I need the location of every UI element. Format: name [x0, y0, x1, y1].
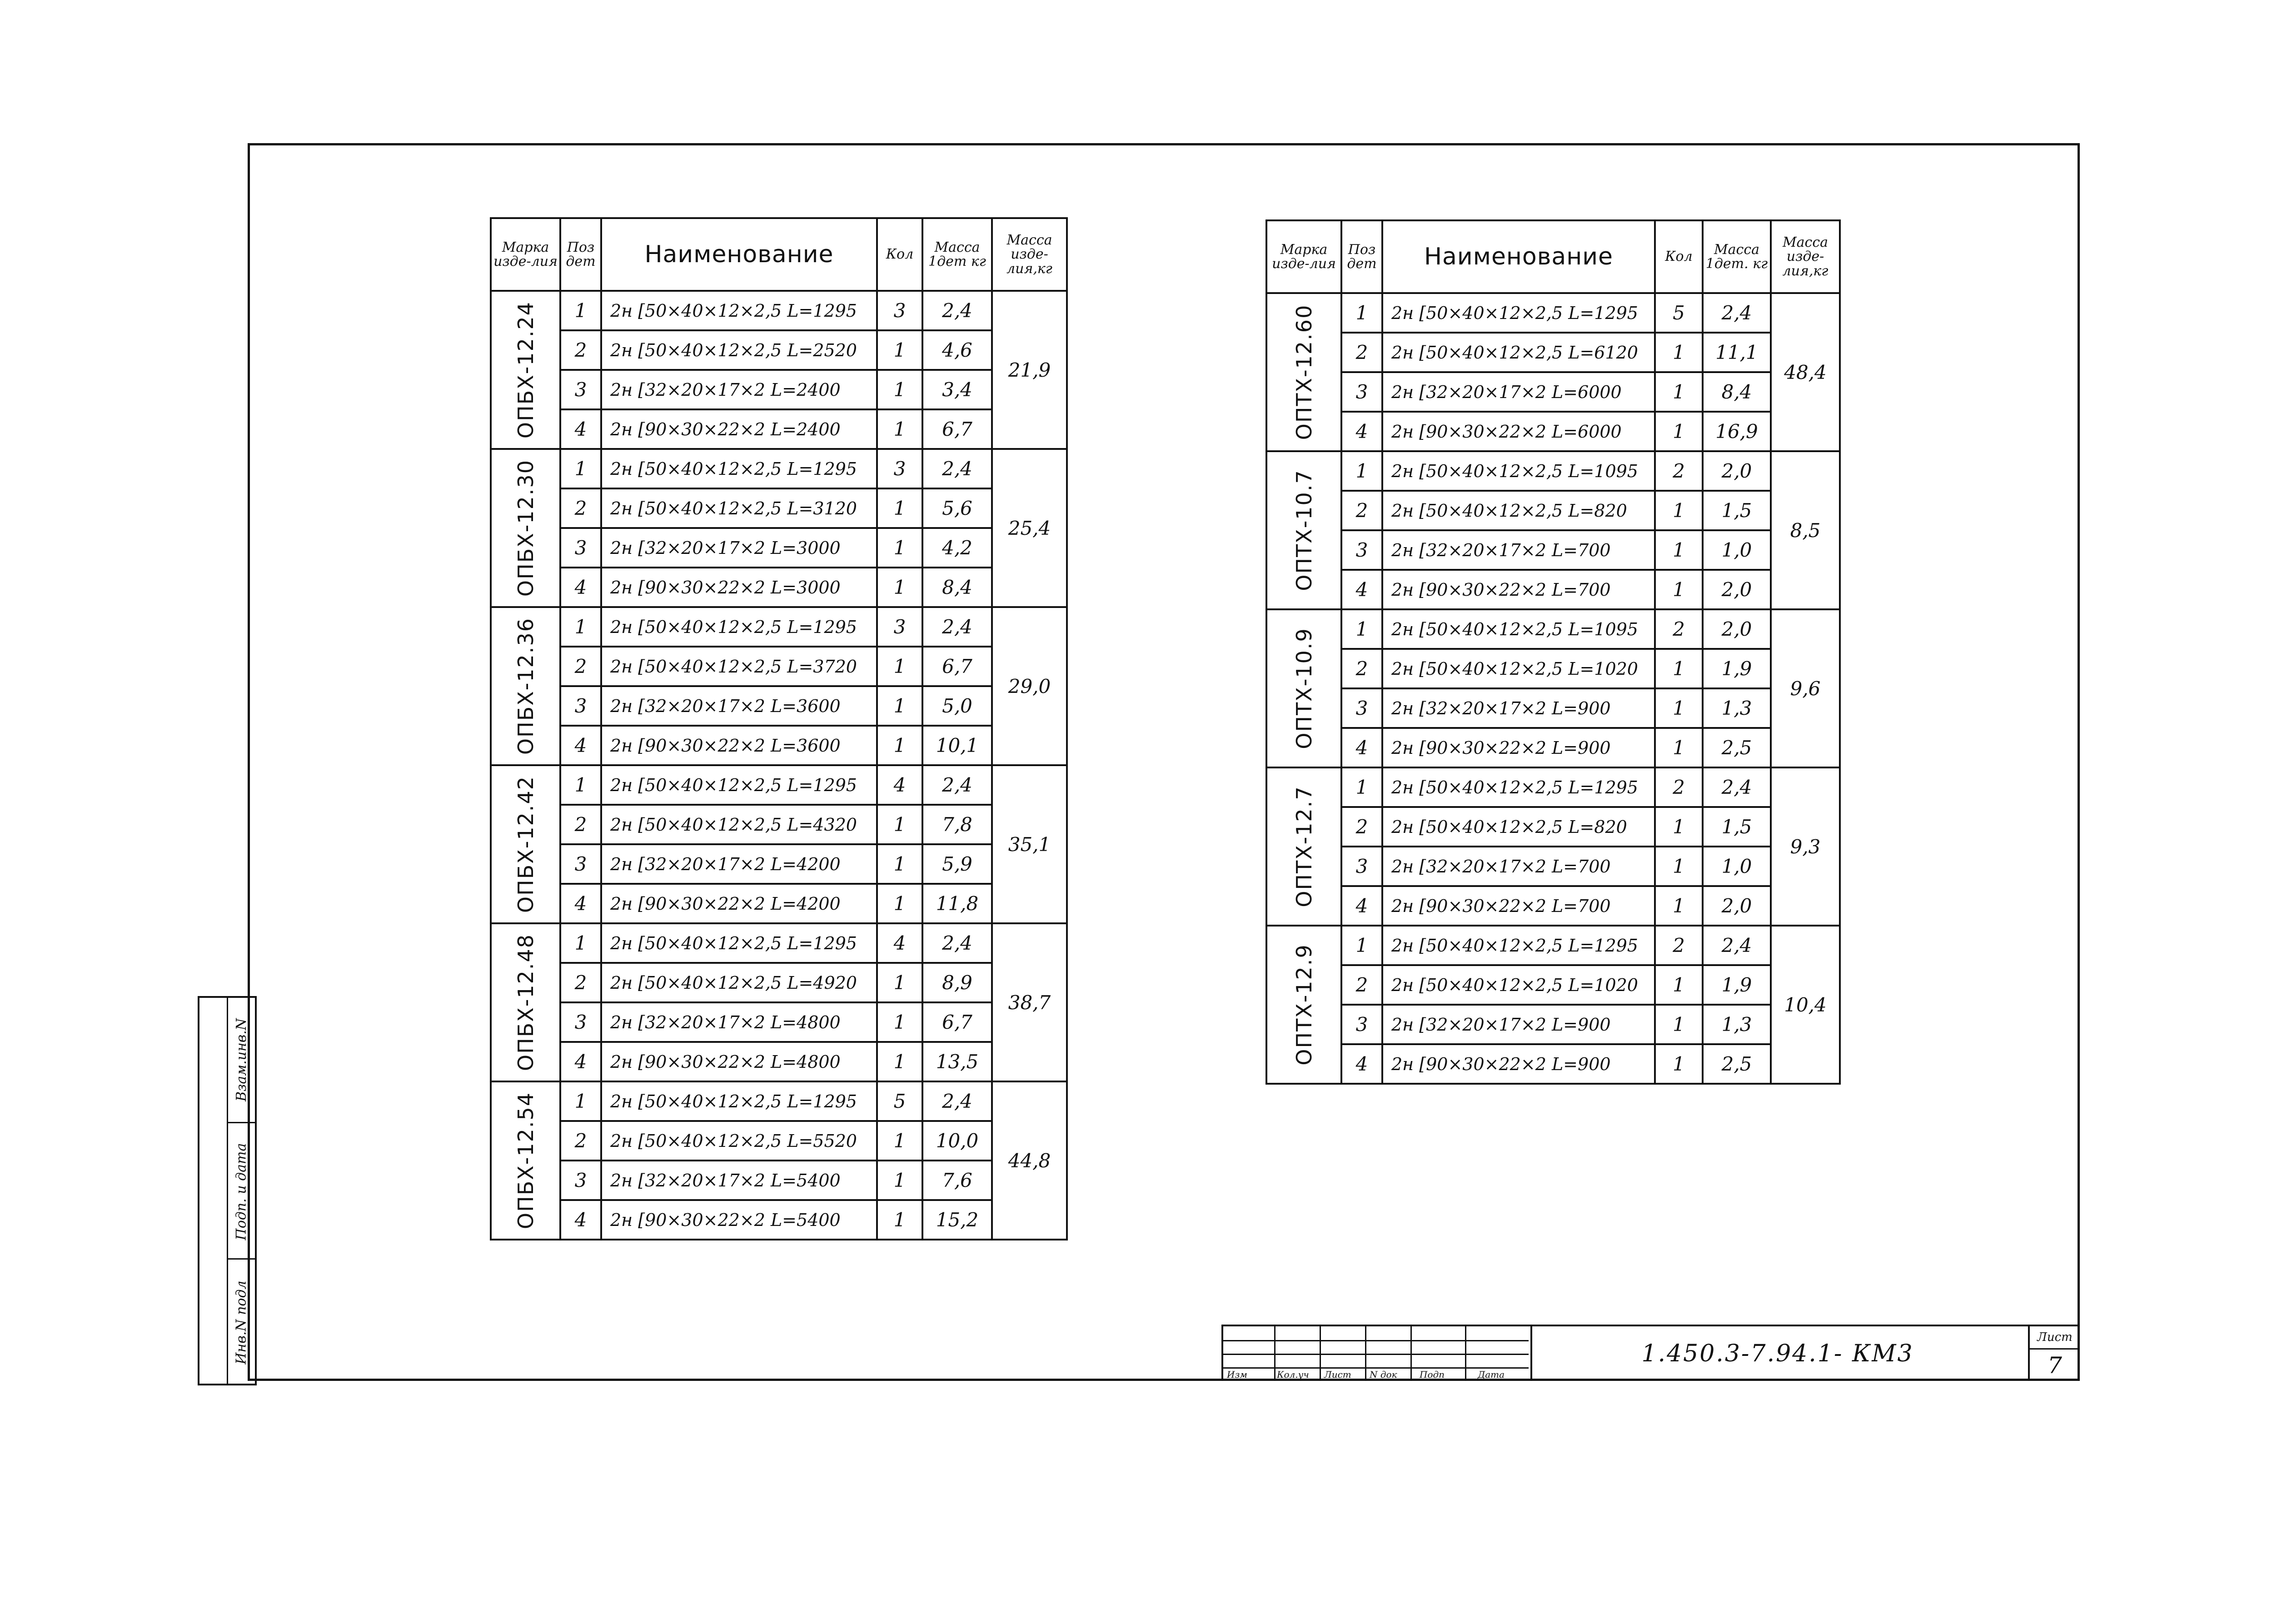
product-mark — [491, 923, 560, 1081]
label-podp: Подп — [1420, 1369, 1445, 1380]
position-cell: 2 — [1341, 333, 1382, 372]
table-row — [491, 1200, 1067, 1240]
table-row — [1266, 530, 1840, 570]
table-row — [1266, 965, 1840, 1005]
position-cell: 3 — [560, 1161, 601, 1200]
qty-cell: 1 — [1655, 1005, 1703, 1044]
header-name: Наименование — [1382, 220, 1655, 293]
detail-mass-cell: 6,7 — [922, 647, 992, 686]
header-name: Наименование — [601, 218, 877, 291]
name-cell: 2н [90×30×22×2 L=6000 — [1382, 412, 1655, 451]
detail-mass-cell: 8,9 — [922, 963, 992, 1002]
position-cell: 2 — [1341, 807, 1382, 847]
name-cell: 2н [50×40×12×2,5 L=4920 — [601, 963, 877, 1002]
name-cell: 2н [50×40×12×2,5 L=6120 — [1382, 333, 1655, 372]
position-cell: 1 — [1341, 767, 1382, 807]
detail-mass-cell: 1,3 — [1703, 1005, 1771, 1044]
qty-cell: 1 — [877, 963, 922, 1002]
name-cell: 2н [50×40×12×2,5 L=1020 — [1382, 649, 1655, 688]
position-cell: 2 — [560, 488, 601, 528]
name-cell: 2н [90×30×22×2 L=700 — [1382, 570, 1655, 609]
header-pos: Поз дет — [560, 218, 601, 291]
product-mass-cell: 10,4 — [1771, 926, 1840, 1084]
qty-cell: 2 — [1655, 767, 1703, 807]
qty-cell: 1 — [877, 805, 922, 844]
header-qty: Кол — [1655, 220, 1703, 293]
title-block — [1221, 1325, 2080, 1381]
position-cell: 3 — [560, 370, 601, 409]
position-cell: 1 — [1341, 609, 1382, 649]
qty-cell: 2 — [1655, 609, 1703, 649]
table-row — [491, 330, 1067, 370]
qty-cell: 1 — [877, 686, 922, 726]
label-izm: Изм — [1227, 1369, 1247, 1380]
position-cell: 3 — [560, 844, 601, 884]
qty-cell: 1 — [877, 1200, 922, 1240]
position-cell: 2 — [560, 647, 601, 686]
header-mark: Марка изде-лия — [1266, 220, 1341, 293]
drawing-code: 1.450.3-7.94.1- КМ3 — [1530, 1326, 2023, 1381]
table-row — [1266, 412, 1840, 451]
qty-cell: 1 — [877, 884, 922, 923]
sheet-number: 7 — [2048, 1352, 2062, 1379]
name-cell: 2н [50×40×12×2,5 L=1295 — [601, 923, 877, 963]
name-cell: 2н [50×40×12×2,5 L=1295 — [601, 765, 877, 805]
name-cell: 2н [90×30×22×2 L=4800 — [601, 1042, 877, 1081]
detail-mass-cell: 11,1 — [1703, 333, 1771, 372]
detail-mass-cell: 4,2 — [922, 528, 992, 568]
position-cell: 4 — [1341, 1044, 1382, 1084]
qty-cell: 1 — [1655, 333, 1703, 372]
name-cell: 2н [50×40×12×2,5 L=1295 — [601, 607, 877, 647]
product-mark — [1266, 293, 1341, 451]
position-cell: 2 — [1341, 965, 1382, 1005]
header-pos: Поз дет — [1341, 220, 1382, 293]
product-mark-label: ОПТХ-10.7 — [1291, 469, 1316, 591]
name-cell: 2н [32×20×17×2 L=2400 — [601, 370, 877, 409]
name-cell: 2н [32×20×17×2 L=4800 — [601, 1002, 877, 1042]
table-row — [1266, 1005, 1840, 1044]
product-mark — [491, 607, 560, 765]
table-row — [1266, 570, 1840, 609]
stamp-inv-orig: Инв.N подл — [233, 1280, 249, 1365]
position-cell: 2 — [560, 330, 601, 370]
detail-mass-cell: 8,4 — [922, 568, 992, 607]
detail-mass-cell: 2,4 — [1703, 293, 1771, 333]
table-row — [491, 1002, 1067, 1042]
table-row — [1266, 491, 1840, 530]
detail-mass-cell: 1,9 — [1703, 649, 1771, 688]
qty-cell: 1 — [1655, 728, 1703, 767]
name-cell: 2н [50×40×12×2,5 L=1020 — [1382, 965, 1655, 1005]
table-row — [1266, 609, 1840, 649]
position-cell: 3 — [1341, 530, 1382, 570]
label-kol-uch: Кол.уч — [1277, 1369, 1309, 1380]
table-row — [1266, 767, 1840, 807]
position-cell: 2 — [560, 805, 601, 844]
product-mark — [1266, 767, 1341, 926]
stamp-inv-repl: Взам.инв.N — [233, 1018, 249, 1102]
product-mass-cell: 25,4 — [992, 449, 1067, 607]
position-cell: 4 — [1341, 412, 1382, 451]
detail-mass-cell: 2,5 — [1703, 728, 1771, 767]
detail-mass-cell: 16,9 — [1703, 412, 1771, 451]
qty-cell: 1 — [877, 647, 922, 686]
name-cell: 2н [50×40×12×2,5 L=1295 — [601, 291, 877, 330]
qty-cell: 1 — [1655, 688, 1703, 728]
product-mass-cell: 29,0 — [992, 607, 1067, 765]
table-row — [491, 844, 1067, 884]
table-row — [491, 1081, 1067, 1121]
product-mark-label: ОПБХ-12.24 — [513, 301, 538, 439]
qty-cell: 1 — [1655, 372, 1703, 412]
table-row — [1266, 688, 1840, 728]
qty-cell: 1 — [877, 370, 922, 409]
position-cell: 4 — [560, 884, 601, 923]
detail-mass-cell: 4,6 — [922, 330, 992, 370]
qty-cell: 1 — [877, 1161, 922, 1200]
qty-cell: 1 — [877, 488, 922, 528]
qty-cell: 1 — [1655, 570, 1703, 609]
table-row — [491, 686, 1067, 726]
side-stamp — [198, 996, 257, 1385]
name-cell: 2н [50×40×12×2,5 L=1095 — [1382, 609, 1655, 649]
name-cell: 2н [32×20×17×2 L=6000 — [1382, 372, 1655, 412]
detail-mass-cell: 2,4 — [1703, 926, 1771, 965]
table-row — [491, 291, 1067, 330]
table-row — [491, 409, 1067, 449]
spec-table-left — [490, 217, 1068, 1240]
position-cell: 1 — [560, 291, 601, 330]
position-cell: 4 — [560, 409, 601, 449]
name-cell: 2н [90×30×22×2 L=3600 — [601, 726, 877, 765]
name-cell: 2н [32×20×17×2 L=4200 — [601, 844, 877, 884]
detail-mass-cell: 1,0 — [1703, 847, 1771, 886]
detail-mass-cell: 2,4 — [922, 765, 992, 805]
qty-cell: 3 — [877, 291, 922, 330]
table-row — [1266, 926, 1840, 965]
name-cell: 2н [90×30×22×2 L=900 — [1382, 1044, 1655, 1084]
stamp-sign-date: Подп. и дата — [233, 1143, 249, 1240]
detail-mass-cell: 3,4 — [922, 370, 992, 409]
detail-mass-cell: 2,4 — [1703, 767, 1771, 807]
name-cell: 2н [50×40×12×2,5 L=1295 — [601, 1081, 877, 1121]
detail-mass-cell: 2,0 — [1703, 886, 1771, 926]
qty-cell: 1 — [877, 528, 922, 568]
qty-cell: 1 — [1655, 530, 1703, 570]
qty-cell: 3 — [877, 449, 922, 488]
name-cell: 2н [32×20×17×2 L=3000 — [601, 528, 877, 568]
name-cell: 2н [50×40×12×2,5 L=3120 — [601, 488, 877, 528]
position-cell: 2 — [1341, 649, 1382, 688]
product-mark — [491, 1081, 560, 1240]
position-cell: 3 — [560, 528, 601, 568]
qty-cell: 2 — [1655, 926, 1703, 965]
position-cell: 2 — [560, 963, 601, 1002]
name-cell: 2н [50×40×12×2,5 L=1295 — [1382, 926, 1655, 965]
name-cell: 2н [90×30×22×2 L=5400 — [601, 1200, 877, 1240]
label-ndok: N док — [1370, 1369, 1397, 1380]
product-mark — [491, 291, 560, 449]
position-cell: 2 — [560, 1121, 601, 1161]
table-row — [491, 963, 1067, 1002]
table-row — [491, 923, 1067, 963]
position-cell: 4 — [560, 726, 601, 765]
qty-cell: 1 — [877, 844, 922, 884]
detail-mass-cell: 2,4 — [922, 291, 992, 330]
qty-cell: 1 — [1655, 965, 1703, 1005]
position-cell: 4 — [1341, 886, 1382, 926]
product-mark — [491, 449, 560, 607]
name-cell: 2н [50×40×12×2,5 L=820 — [1382, 491, 1655, 530]
label-list: Лист — [1324, 1369, 1351, 1380]
qty-cell: 1 — [1655, 807, 1703, 847]
product-mark-label: ОПТХ-12.60 — [1291, 304, 1316, 440]
product-mass-cell: 48,4 — [1771, 293, 1840, 451]
table-row — [1266, 847, 1840, 886]
name-cell: 2н [90×30×22×2 L=700 — [1382, 886, 1655, 926]
name-cell: 2н [90×30×22×2 L=900 — [1382, 728, 1655, 767]
table-row — [1266, 886, 1840, 926]
detail-mass-cell: 1,0 — [1703, 530, 1771, 570]
detail-mass-cell: 11,8 — [922, 884, 992, 923]
qty-cell: 1 — [1655, 1044, 1703, 1084]
header-mass-detail: Масса 1дет кг — [922, 218, 992, 291]
product-mark — [1266, 926, 1341, 1084]
sheet-box — [2028, 1326, 2080, 1381]
position-cell: 4 — [560, 1042, 601, 1081]
product-mass-cell: 44,8 — [992, 1081, 1067, 1240]
name-cell: 2н [32×20×17×2 L=700 — [1382, 530, 1655, 570]
position-cell: 1 — [560, 765, 601, 805]
name-cell: 2н [90×30×22×2 L=4200 — [601, 884, 877, 923]
product-mark-label: ОПТХ-10.9 — [1291, 628, 1316, 749]
product-mark-label: ОПТХ-12.7 — [1291, 786, 1316, 907]
name-cell: 2н [32×20×17×2 L=700 — [1382, 847, 1655, 886]
table-row — [491, 726, 1067, 765]
position-cell: 2 — [1341, 491, 1382, 530]
qty-cell: 1 — [877, 1042, 922, 1081]
qty-cell: 1 — [1655, 412, 1703, 451]
header-mark: Марка изде-лия — [491, 218, 560, 291]
detail-mass-cell: 2,4 — [922, 607, 992, 647]
table-row — [491, 528, 1067, 568]
qty-cell: 1 — [1655, 886, 1703, 926]
table-row — [1266, 649, 1840, 688]
detail-mass-cell: 2,4 — [922, 923, 992, 963]
detail-mass-cell: 1,5 — [1703, 807, 1771, 847]
detail-mass-cell: 1,5 — [1703, 491, 1771, 530]
table-row — [491, 647, 1067, 686]
name-cell: 2н [50×40×12×2,5 L=1295 — [601, 449, 877, 488]
qty-cell: 4 — [877, 765, 922, 805]
detail-mass-cell: 10,0 — [922, 1121, 992, 1161]
name-cell: 2н [32×20×17×2 L=900 — [1382, 1005, 1655, 1044]
header-mass-item: Масса изде-лия,кг — [1771, 220, 1840, 293]
position-cell: 1 — [1341, 926, 1382, 965]
name-cell: 2н [50×40×12×2,5 L=5520 — [601, 1121, 877, 1161]
position-cell: 4 — [560, 568, 601, 607]
position-cell: 1 — [560, 1081, 601, 1121]
name-cell: 2н [32×20×17×2 L=3600 — [601, 686, 877, 726]
name-cell: 2н [50×40×12×2,5 L=2520 — [601, 330, 877, 370]
detail-mass-cell: 13,5 — [922, 1042, 992, 1081]
product-mark-label: ОПБХ-12.54 — [513, 1091, 538, 1230]
position-cell: 1 — [1341, 451, 1382, 491]
detail-mass-cell: 6,7 — [922, 1002, 992, 1042]
qty-cell: 2 — [1655, 451, 1703, 491]
name-cell: 2н [50×40×12×2,5 L=1095 — [1382, 451, 1655, 491]
position-cell: 4 — [560, 1200, 601, 1240]
header-mass-detail: Масса 1дет. кг — [1703, 220, 1771, 293]
product-mark — [1266, 609, 1341, 767]
name-cell: 2н [90×30×22×2 L=3000 — [601, 568, 877, 607]
qty-cell: 3 — [877, 607, 922, 647]
product-mark — [1266, 451, 1341, 609]
table-row — [491, 884, 1067, 923]
table-row — [491, 1121, 1067, 1161]
product-mass-cell: 35,1 — [992, 765, 1067, 923]
name-cell: 2н [50×40×12×2,5 L=820 — [1382, 807, 1655, 847]
position-cell: 1 — [1341, 293, 1382, 333]
product-mass-cell: 9,3 — [1771, 767, 1840, 926]
qty-cell: 1 — [1655, 491, 1703, 530]
table-row — [491, 805, 1067, 844]
qty-cell: 4 — [877, 923, 922, 963]
detail-mass-cell: 7,8 — [922, 805, 992, 844]
position-cell: 4 — [1341, 570, 1382, 609]
table-row — [1266, 451, 1840, 491]
table-row — [491, 488, 1067, 528]
name-cell: 2н [32×20×17×2 L=5400 — [601, 1161, 877, 1200]
qty-cell: 1 — [877, 726, 922, 765]
qty-cell: 1 — [877, 409, 922, 449]
table-row — [491, 1042, 1067, 1081]
detail-mass-cell: 2,4 — [922, 449, 992, 488]
position-cell: 4 — [1341, 728, 1382, 767]
qty-cell: 1 — [877, 330, 922, 370]
product-mark-label: ОПТХ-12.9 — [1291, 944, 1316, 1066]
product-mass-cell: 38,7 — [992, 923, 1067, 1081]
position-cell: 1 — [560, 923, 601, 963]
position-cell: 3 — [560, 686, 601, 726]
table-row — [491, 370, 1067, 409]
name-cell: 2н [50×40×12×2,5 L=4320 — [601, 805, 877, 844]
label-data: Дата — [1478, 1369, 1505, 1380]
detail-mass-cell: 5,9 — [922, 844, 992, 884]
product-mass-cell: 8,5 — [1771, 451, 1840, 609]
table-row — [1266, 372, 1840, 412]
detail-mass-cell: 1,9 — [1703, 965, 1771, 1005]
header-mass-item: Масса изде-лия,кг — [992, 218, 1067, 291]
table-row — [1266, 807, 1840, 847]
detail-mass-cell: 2,4 — [922, 1081, 992, 1121]
detail-mass-cell: 1,3 — [1703, 688, 1771, 728]
detail-mass-cell: 15,2 — [922, 1200, 992, 1240]
position-cell: 1 — [560, 607, 601, 647]
name-cell: 2н [90×30×22×2 L=2400 — [601, 409, 877, 449]
product-mark-label: ОПБХ-12.42 — [513, 775, 538, 913]
name-cell: 2н [32×20×17×2 L=900 — [1382, 688, 1655, 728]
detail-mass-cell: 2,5 — [1703, 1044, 1771, 1084]
position-cell: 3 — [560, 1002, 601, 1042]
table-row — [491, 607, 1067, 647]
product-mark — [491, 765, 560, 923]
table-row — [1266, 333, 1840, 372]
table-row — [491, 765, 1067, 805]
detail-mass-cell: 2,0 — [1703, 451, 1771, 491]
product-mark-label: ОПБХ-12.36 — [513, 617, 538, 755]
qty-cell: 1 — [877, 1121, 922, 1161]
position-cell: 3 — [1341, 688, 1382, 728]
detail-mass-cell: 6,7 — [922, 409, 992, 449]
table-row — [1266, 1044, 1840, 1084]
detail-mass-cell: 8,4 — [1703, 372, 1771, 412]
position-cell: 3 — [1341, 1005, 1382, 1044]
table-row — [491, 1161, 1067, 1200]
header-qty: Кол — [877, 218, 922, 291]
qty-cell: 1 — [1655, 649, 1703, 688]
table-row — [1266, 728, 1840, 767]
qty-cell: 1 — [1655, 847, 1703, 886]
detail-mass-cell: 5,6 — [922, 488, 992, 528]
product-mass-cell: 9,6 — [1771, 609, 1840, 767]
table-row — [491, 568, 1067, 607]
qty-cell: 5 — [1655, 293, 1703, 333]
sheet-label: Лист — [2030, 1326, 2080, 1350]
detail-mass-cell: 10,1 — [922, 726, 992, 765]
position-cell: 3 — [1341, 372, 1382, 412]
qty-cell: 1 — [877, 1002, 922, 1042]
position-cell: 1 — [560, 449, 601, 488]
name-cell: 2н [50×40×12×2,5 L=3720 — [601, 647, 877, 686]
table-row — [491, 449, 1067, 488]
detail-mass-cell: 2,0 — [1703, 609, 1771, 649]
qty-cell: 5 — [877, 1081, 922, 1121]
product-mark-label: ОПБХ-12.30 — [513, 459, 538, 597]
detail-mass-cell: 5,0 — [922, 686, 992, 726]
detail-mass-cell: 2,0 — [1703, 570, 1771, 609]
qty-cell: 1 — [877, 568, 922, 607]
revision-grid — [1223, 1326, 1529, 1381]
table-row — [1266, 293, 1840, 333]
spec-table-right — [1266, 219, 1841, 1085]
name-cell: 2н [50×40×12×2,5 L=1295 — [1382, 293, 1655, 333]
product-mass-cell: 21,9 — [992, 291, 1067, 449]
name-cell: 2н [50×40×12×2,5 L=1295 — [1382, 767, 1655, 807]
position-cell: 3 — [1341, 847, 1382, 886]
detail-mass-cell: 7,6 — [922, 1161, 992, 1200]
product-mark-label: ОПБХ-12.48 — [513, 933, 538, 1071]
